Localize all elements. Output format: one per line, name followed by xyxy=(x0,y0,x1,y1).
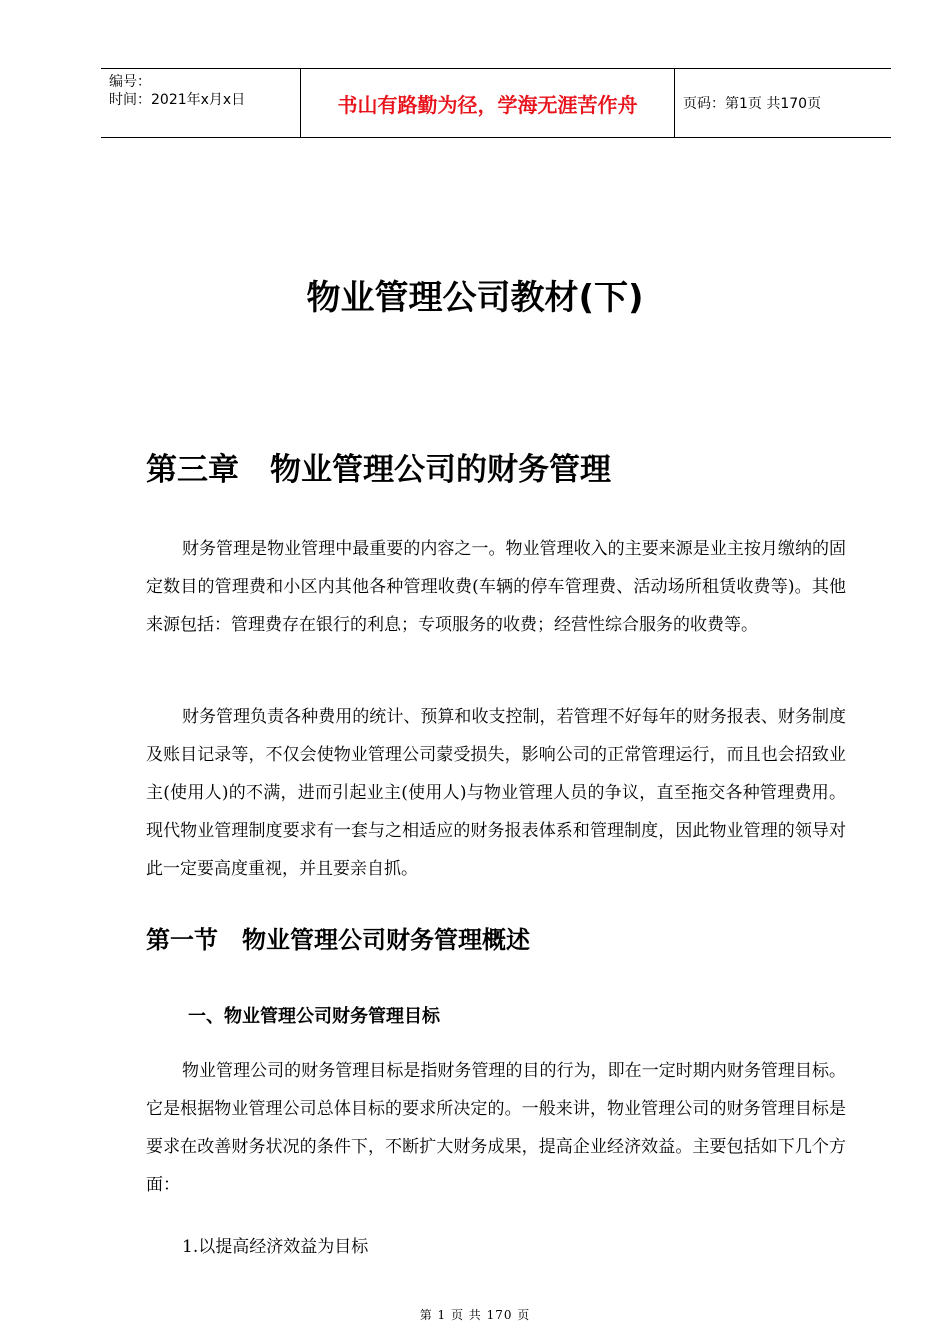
document-title: 物业管理公司教材(下) xyxy=(306,278,644,318)
number-label: 编号： xyxy=(109,74,151,90)
header-page-info: 页码：第1页 共170页 xyxy=(683,96,822,112)
paragraph-2: 财务管理负责各种费用的统计、预算和收支控制，若管理不好每年的财务报表、财务制度及账目记录等，不仅会使物业管理公司蒙受损失，影响公司的正常管理运行，而且也会招致业主(使用人)的不满，进而引起业主(使用人)与物业管理人员的争议，直至拖交各种管理费用。现代物业管理制度要求有一套与之相适应的财务报表体系和管理制度，因此物业管理的领导对此一定要高度重视，并且要亲自抓。 xyxy=(146,707,846,879)
header-motto: 书山有路勤为径，学海无涯苦作舟 xyxy=(301,69,675,137)
chapter-title: 第三章 物业管理公司的财务管理 xyxy=(146,452,611,488)
header-meta-cell xyxy=(101,69,301,137)
subsection-title: 一、物业管理公司财务管理目标 xyxy=(188,1006,440,1027)
page-header xyxy=(101,68,891,138)
paragraph-3: 物业管理公司的财务管理目标是指财务管理的目的行为，即在一定时期内财务管理目标。它是根据物业管理公司总体目标的要求所决定的。一般来讲，物业管理公司的财务管理目标是要求在改善财务状况的条件下，不断扩大财务成果，提高企业经济效益。主要包括如下几个方面： xyxy=(146,1061,846,1195)
list-item-1: 1.以提高经济效益为目标 xyxy=(182,1237,369,1257)
time-label: 时间：2021年x月x日 xyxy=(109,92,246,108)
section-title: 第一节 物业管理公司财务管理概述 xyxy=(146,926,530,954)
page-footer: 第 1 页 共 170 页 xyxy=(419,1308,531,1322)
paragraph-1: 财务管理是物业管理中最重要的内容之一。物业管理收入的主要来源是业主按月缴纳的固定数目的管理费和小区内其他各种管理收费(车辆的停车管理费、活动场所租赁收费等)。其他来源包括：管理费存在银行的利息；专项服务的收费；经营性综合服务的收费等。 xyxy=(146,539,846,635)
